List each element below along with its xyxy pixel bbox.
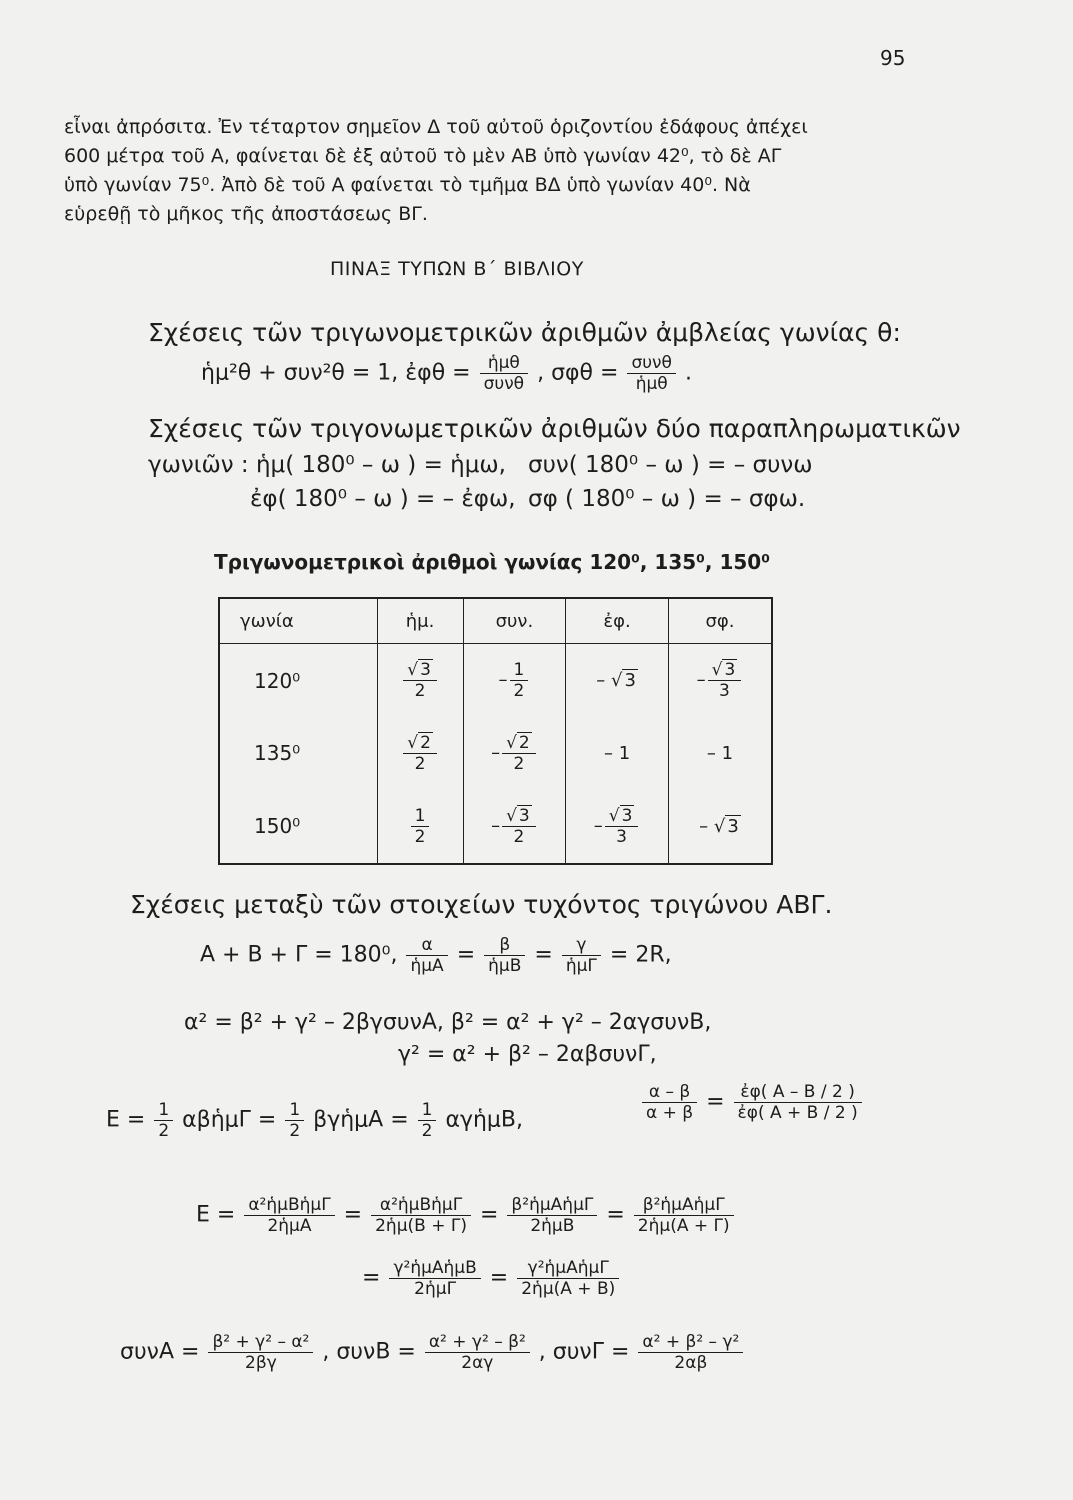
half-frac: $\frac{1}{2}$ — [418, 1100, 437, 1141]
cosine-formulas — [120, 1332, 745, 1373]
cot-num: συνθ — [627, 353, 676, 374]
cot-fraction — [627, 353, 676, 394]
header-cot: σφ. — [668, 598, 772, 644]
cosC-label: , συνΓ = — [538, 1339, 630, 1365]
page-number: 95 — [880, 46, 906, 70]
area-frac: $\frac{\text{α²ἡμΒἡμΓ}}{\text{2ἡμΑ}}$ — [244, 1195, 334, 1236]
equals-sign: = — [606, 1202, 625, 1228]
half-frac: $\frac{1}{2}$ — [285, 1100, 304, 1141]
area-frac: $\frac{\text{γ²ἡμΑἡμΓ}}{\text{2ἡμ(Α + Β)}}$ — [517, 1258, 619, 1299]
area-frac: $\frac{\text{γ²ἡμΑἡμΒ}}{\text{2ἡμΓ}}$ — [389, 1258, 480, 1299]
supp-line2-right: σφ ( 180⁰ – ω ) = – σφω. — [528, 486, 806, 512]
area-term-3: αγἡμΒ, — [445, 1107, 524, 1133]
obtuse-heading: Σχέσεις τῶν τριγωνομετρικῶν ἀριθμῶν ἀμβλείας γωνίας θ: — [148, 318, 901, 347]
header-tan: ἐφ. — [566, 598, 669, 644]
equals-sign: = — [362, 1265, 381, 1291]
sin-cell: $\frac{√ 2}{2}$ — [377, 717, 463, 790]
law-of-cosines-1: α² = β² + γ² – 2βγσυνΑ, β² = α² + γ² – 2αγσυνΒ, — [184, 1010, 712, 1035]
header-cos: συν. — [463, 598, 566, 644]
half-frac: $\frac{1}{2}$ — [154, 1100, 173, 1141]
tangent-rule-right: $\frac{\text{ἐφ( Α – Β / 2 )}}{\text{ἐφ( Α + Β / 2 )}}$ — [734, 1082, 862, 1123]
sines-frac-b: $\frac{\beta}{\text{ἡμΒ}}$ — [484, 935, 525, 976]
obtuse-identity-text: ἡμ²θ + συν²θ = 1, ἐφθ = — [201, 360, 471, 386]
equals-sign: = — [489, 1265, 509, 1291]
supplementary-heading: Σχέσεις τῶν τριγονωμετρικῶν ἀριθμῶν δύο παραπληρωματικῶν — [148, 414, 961, 443]
area-sines-1 — [196, 1195, 736, 1236]
header-angle: γωνία — [219, 598, 377, 644]
area-term-1: αβἡμΓ = — [182, 1107, 277, 1133]
supp-line1-right: συν( 180⁰ – ω ) = – συνω — [528, 452, 813, 478]
tangent-rule — [640, 1082, 864, 1123]
header-sin: ἡμ. — [377, 598, 463, 644]
tan-den: συνθ — [483, 374, 525, 394]
intro-line-4: εὑρεθῇ τὸ μῆκος τῆς ἀποστάσεως ΒΓ. — [64, 203, 428, 225]
area-label: Ε = — [106, 1107, 146, 1133]
tangent-rule-left: $\frac{\alpha - \beta}{\alpha + \beta}$ — [642, 1082, 697, 1123]
supp-line1-left: γωνιῶν : ἡμ( 180⁰ – ω ) = ἡμω, — [148, 452, 506, 478]
intro-line-1: εἶναι ἀπρόσιτα. Ἐν τέταρτον σημεῖον Δ τοῦ αὐτοῦ ὁριζοντίου ἐδάφους ἀπέχει — [64, 116, 808, 138]
tan-num: ἡμθ — [480, 353, 529, 374]
triangle-heading: Σχέσεις μεταξὺ τῶν στοιχείων τυχόντος τριγώνου ΑΒΓ. — [130, 890, 833, 919]
sin-cell: $\frac{1}{2}$ — [377, 790, 463, 864]
law-of-sines — [200, 935, 672, 976]
table-row — [219, 717, 772, 790]
sines-frac-a: $\frac{\alpha}{\text{ἡμΑ}}$ — [406, 935, 447, 976]
area-formula — [106, 1100, 523, 1141]
intro-line-2: 600 μέτρα τοῦ Α, φαίνεται δὲ ἐξ αὐτοῦ τὸ μὲν ΑΒ ὑπὸ γωνίαν 42⁰, τὸ δὲ ΑΓ — [64, 145, 782, 167]
area-frac: $\frac{\text{α²ἡμΒἡμΓ}}{\text{2ἡμ(Β + Γ)}}$ — [371, 1195, 471, 1236]
obtuse-end: . — [684, 360, 692, 386]
angle-cell: 135⁰ — [254, 741, 301, 766]
cosA-label: συνΑ = — [120, 1339, 200, 1365]
intro-line-3: ὑπὸ γωνίαν 75⁰. Ἀπὸ δὲ τοῦ Α φαίνεται τὸ τμῆμα ΒΔ ὑπὸ γωνίαν 40⁰. Νὰ — [64, 174, 751, 196]
angles-table — [218, 597, 773, 865]
sines-end: = 2R, — [609, 942, 672, 968]
angle-sum: Α + Β + Γ = 180⁰, — [200, 942, 398, 968]
equals-sign: = — [534, 942, 553, 968]
obtuse-identities — [201, 353, 692, 394]
cosC-frac: $\frac{\text{α² + β² – γ²}}{2\alpha\beta}$ — [638, 1332, 743, 1373]
cot-cell: – $\frac{√ 3}{3}$ — [668, 644, 772, 718]
cos-cell: – $\frac{√ 3}{2}$ — [463, 790, 566, 864]
cot-cell: – 1 — [668, 717, 772, 790]
tan-cell: – $\frac{√ 3}{3}$ — [566, 790, 669, 864]
formula-table-title: ΠΙΝΑΞ ΤΥΠΩΝ Β΄ ΒΙΒΛΙΟΥ — [330, 258, 584, 280]
area-term-2: βγἡμΑ = — [313, 1107, 409, 1133]
supp-line2-left: ἐφ( 180⁰ – ω ) = – ἐφω, — [250, 486, 516, 512]
cos-cell: – $\frac{√ 2}{2}$ — [463, 717, 566, 790]
area-frac: $\frac{\text{β²ἡμΑἡμΓ}}{\text{2ἡμΒ}}$ — [507, 1195, 597, 1236]
table-row — [219, 790, 772, 864]
cosA-frac: $\frac{\text{β² + γ² – α²}}{2\beta\gamma}$ — [208, 1332, 313, 1373]
area-sines-2 — [362, 1258, 621, 1299]
area-label: Ε = — [196, 1202, 236, 1228]
cos-cell: – $\frac{1}{2}$ — [463, 644, 566, 718]
angle-cell: 120⁰ — [254, 668, 301, 693]
cot-label: , σφθ = — [537, 360, 619, 386]
table-header-row — [219, 598, 772, 644]
equals-sign: = — [479, 1202, 499, 1228]
cot-den: ἡμθ — [635, 374, 668, 394]
cot-cell: – √ 3 — [668, 790, 772, 864]
area-frac: $\frac{\text{β²ἡμΑἡμΓ}}{\text{2ἡμ(Α + Γ)}}$ — [634, 1195, 734, 1236]
tan-fraction — [480, 353, 529, 394]
sines-frac-c: $\frac{\gamma}{\text{ἡμΓ}}$ — [562, 935, 601, 976]
cosB-label: , συνΒ = — [322, 1339, 416, 1365]
equals-sign: = — [456, 942, 476, 968]
sin-cell: $\frac{√ 3}{2}$ — [377, 644, 463, 718]
equals-sign: = — [343, 1202, 363, 1228]
angles-table-title: Τριγωνομετρικοὶ ἀριθμοὶ γωνίας 120⁰, 135⁰, 150⁰ — [214, 550, 770, 574]
cosB-frac: $\frac{\text{α² + γ² – β²}}{2\alpha\gamma}$ — [425, 1332, 530, 1373]
table-row — [219, 644, 772, 718]
angle-cell: 150⁰ — [254, 814, 301, 839]
equals-sign: = — [706, 1089, 725, 1115]
law-of-cosines-2: γ² = α² + β² – 2αβσυνΓ, — [398, 1042, 657, 1067]
tan-cell: – 1 — [566, 717, 669, 790]
tan-cell: – √ 3 — [566, 644, 669, 718]
